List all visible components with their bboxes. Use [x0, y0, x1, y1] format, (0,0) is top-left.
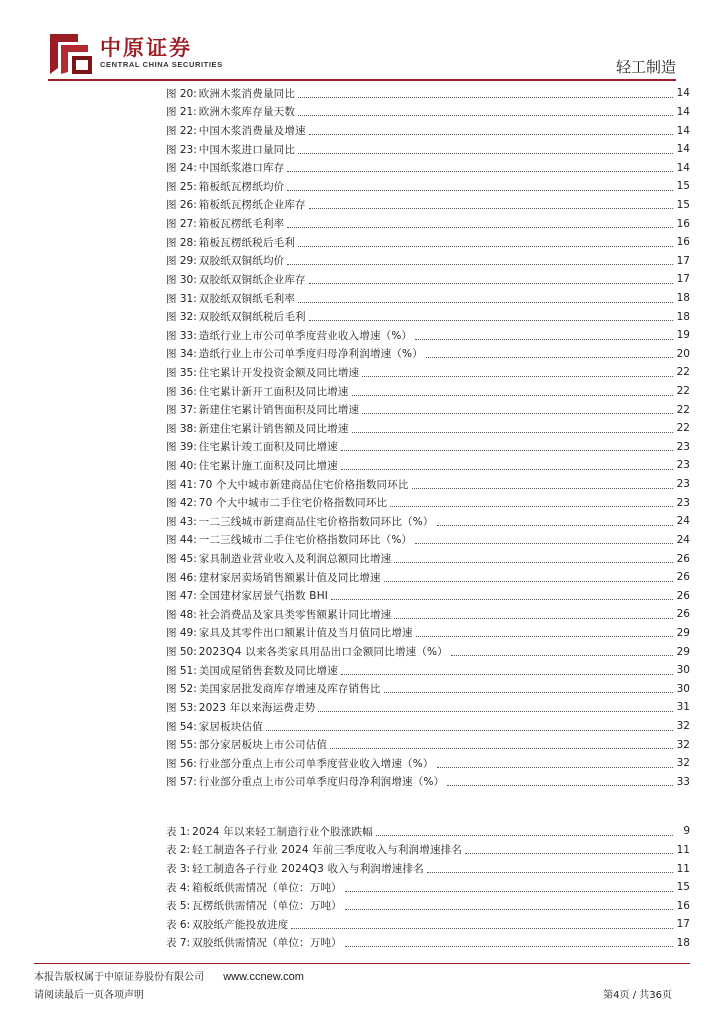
toc-entry-label: 图 26: [166, 199, 197, 212]
toc-entry-label: 图 51: [166, 664, 197, 677]
toc-entry-title: 造纸行业上市公司单季度归母净利润增速（%） [198, 348, 423, 361]
figure-toc-entry[interactable] [166, 214, 690, 233]
toc-entry-page: 14 [676, 124, 690, 137]
toc-entry-label: 表 1: [166, 825, 191, 838]
toc-entry-title: 2023 年以来海运费走势 [198, 701, 316, 714]
toc-entry-title: 住宅累计竣工面积及同比增速 [198, 441, 338, 454]
toc-entry-page: 16 [676, 217, 690, 230]
toc-entry-page: 31 [676, 701, 690, 714]
toc-entry-label: 图 57: [166, 776, 197, 789]
toc-entry-title: 新建住宅累计销售额及同比增速 [198, 422, 349, 435]
toc-entry-title: 家具制造业营业收入及利润总额同比增速 [198, 553, 392, 566]
company-logo-icon [48, 32, 94, 76]
dot-leader [352, 395, 673, 396]
dot-leader [415, 339, 673, 340]
toc-entry-label: 图 27: [166, 218, 197, 231]
toc-entry-page: 14 [676, 161, 690, 174]
toc-entry-page: 11 [676, 862, 690, 875]
toc-entry-label: 图 55: [166, 739, 197, 752]
figure-toc-entry[interactable] [166, 512, 690, 531]
toc-entry-title: 住宅累计开发投资金额及同比增速 [198, 366, 360, 379]
toc-entry-page: 33 [676, 775, 690, 788]
dot-leader [412, 488, 673, 489]
figure-toc-entry[interactable] [166, 289, 690, 308]
toc-entry-page: 29 [676, 645, 690, 658]
figure-toc-entry[interactable] [166, 531, 690, 550]
figure-toc-entry[interactable] [166, 438, 690, 457]
figure-toc-entry[interactable] [166, 624, 690, 643]
toc-entry-page: 17 [676, 254, 690, 267]
dot-leader [341, 450, 673, 451]
dot-leader [298, 153, 673, 154]
dot-leader [437, 525, 673, 526]
toc-entry-page: 9 [683, 825, 690, 838]
dot-leader [390, 506, 673, 507]
figure-toc-entry[interactable] [166, 568, 690, 587]
toc-entry-title: 轻工制造各子行业 2024 年前三季度收入与利润增速排名 [192, 844, 463, 857]
figure-toc-entry[interactable] [166, 735, 690, 754]
dot-leader [376, 835, 673, 836]
toc-entry-page: 11 [676, 843, 690, 856]
table-toc-entry[interactable] [166, 915, 690, 934]
page-header [48, 32, 676, 78]
dot-leader [287, 227, 673, 228]
dot-leader [352, 432, 673, 433]
table-toc-entry[interactable] [166, 878, 690, 897]
toc-entry-title: 一二三线城市新建商品住宅价格指数同环比（%） [198, 515, 434, 528]
figure-toc-entry[interactable] [166, 345, 690, 364]
dot-leader [309, 320, 673, 321]
table-toc [166, 822, 690, 952]
toc-entry-label: 图 28: [166, 236, 197, 249]
toc-entry-title: 瓦楞纸供需情况（单位：万吨） [192, 900, 342, 913]
toc-entry-title: 箱板瓦楞纸税后毛利 [198, 236, 296, 249]
toc-entry-page: 26 [676, 552, 690, 565]
copyright-text: 本报告版权属于中原证券股份有限公司 [34, 972, 204, 983]
dot-leader [330, 748, 673, 749]
figure-toc [166, 84, 690, 791]
table-toc-entry[interactable] [166, 896, 690, 915]
dot-leader [362, 413, 673, 414]
toc-entry-page: 22 [676, 422, 690, 435]
toc-entry-page: 32 [676, 720, 690, 733]
figure-toc-entry[interactable] [166, 84, 690, 103]
toc-entry-title: 2024 年以来轻工制造行业个股涨跌幅 [192, 825, 373, 838]
toc-entry-page: 30 [676, 682, 690, 695]
logo-text-en: CENTRAL CHINA SECURITIES [100, 60, 223, 69]
toc-entry-title: 箱板瓦楞纸毛利率 [198, 218, 285, 231]
toc-entry-page: 29 [676, 626, 690, 639]
toc-entry-page: 20 [676, 347, 690, 360]
toc-entry-title: 全国建材家居景气指数 BHI [198, 590, 329, 603]
figure-toc-entry[interactable] [166, 400, 690, 419]
toc-entry-label: 图 50: [166, 646, 197, 659]
dot-leader [465, 853, 673, 854]
toc-entry-label: 图 53: [166, 701, 197, 714]
toc-entry-label: 图 20: [166, 87, 197, 100]
figure-toc-entry[interactable] [166, 103, 690, 122]
toc-entry-page: 32 [676, 757, 690, 770]
toc-entry-page: 18 [676, 292, 690, 304]
toc-entry-title: 中国木浆进口量同比 [198, 143, 296, 156]
toc-entry-page: 15 [676, 881, 690, 894]
toc-entry-label: 表 4: [166, 881, 191, 894]
toc-entry-page: 14 [676, 143, 690, 156]
toc-entry-title: 中国纸浆港口库存 [198, 162, 285, 175]
dot-leader [415, 543, 673, 544]
toc-entry-title: 双胶纸双铜纸均价 [198, 255, 285, 268]
figure-toc-entry[interactable] [166, 605, 690, 624]
toc-entry-page: 23 [676, 459, 690, 472]
dot-leader [318, 711, 673, 712]
toc-entry-page: 23 [676, 440, 690, 453]
dot-leader [298, 302, 673, 303]
toc-entry-title: 2023Q4 以来各类家具用品出口金额同比增速（%） [198, 646, 448, 659]
dot-leader [451, 655, 673, 656]
dot-leader [345, 946, 673, 947]
toc-entry-title: 箱板纸瓦楞纸均价 [198, 180, 285, 193]
toc-entry-page: 26 [676, 589, 690, 602]
dot-leader [341, 674, 673, 675]
figure-toc-entry[interactable] [166, 661, 690, 680]
toc-entry-page: 24 [676, 533, 690, 546]
toc-entry-page: 19 [676, 329, 690, 342]
dot-leader [298, 115, 673, 116]
figure-toc-entry[interactable] [166, 419, 690, 438]
dot-leader [287, 171, 673, 172]
toc-entry-title: 欧洲木浆消费量同比 [198, 87, 296, 100]
toc-entry-title: 行业部分重点上市公司单季度归母净利润增速（%） [198, 776, 445, 789]
toc-entry-label: 图 34: [166, 348, 197, 361]
toc-entry-label: 图 30: [166, 273, 197, 286]
toc-entry-label: 图 45: [166, 553, 197, 566]
figure-toc-entry[interactable] [166, 698, 690, 717]
toc-entry-label: 表 3: [166, 863, 191, 876]
figure-toc-entry[interactable] [166, 140, 690, 159]
toc-entry-page: 18 [676, 936, 690, 949]
toc-entry-label: 图 25: [166, 180, 197, 193]
toc-entry-label: 表 5: [166, 900, 191, 913]
toc-entry-title: 欧洲木浆库存量天数 [198, 106, 296, 119]
toc-entry-page: 23 [676, 496, 690, 509]
toc-entry-title: 双胶纸双铜纸税后毛利 [198, 311, 306, 324]
toc-entry-page: 17 [676, 918, 690, 931]
dot-leader [384, 581, 673, 582]
dot-leader [309, 134, 673, 135]
toc-entry-title: 中国木浆消费量及增速 [198, 125, 306, 138]
toc-entry-title: 住宅累计施工面积及同比增速 [198, 459, 338, 472]
dot-leader [309, 208, 673, 209]
website-link[interactable]: www.ccnew.com [223, 971, 304, 983]
toc-entry-title: 70 个大中城市二手住宅价格指数同环比 [198, 497, 388, 510]
dot-leader [287, 190, 673, 191]
toc-entry-title: 70 个大中城市新建商品住宅价格指数同环比 [198, 478, 409, 491]
figure-toc-entry[interactable] [166, 158, 690, 177]
toc-entry-page: 23 [676, 478, 690, 491]
toc-entry-page: 14 [676, 105, 690, 118]
toc-entry-page: 14 [676, 87, 690, 100]
toc-entry-label: 图 47: [166, 590, 197, 603]
toc-entry-title: 新建住宅累计销售面积及同比增速 [198, 404, 360, 417]
toc-entry-title: 双胶纸供需情况（单位：万吨） [192, 937, 342, 950]
toc-entry-title: 箱板纸供需情况（单位：万吨） [192, 881, 342, 894]
toc-entry-title: 部分家居板块上市公司估值 [198, 739, 328, 752]
toc-entry-page: 22 [676, 366, 690, 379]
toc-entry-label: 表 7: [166, 937, 191, 950]
toc-entry-label: 图 49: [166, 627, 197, 640]
table-toc-entry[interactable] [166, 859, 690, 878]
figure-toc-entry[interactable] [166, 586, 690, 605]
toc-entry-page: 26 [676, 571, 690, 584]
figure-toc-entry[interactable] [166, 177, 690, 196]
toc-entry-title: 社会消费品及家具类零售额累计同比增速 [198, 608, 392, 621]
figure-toc-entry[interactable] [166, 717, 690, 736]
toc-entry-page: 17 [676, 273, 690, 286]
figure-toc-entry[interactable] [166, 363, 690, 382]
dot-leader [266, 730, 673, 731]
figure-toc-entry[interactable] [166, 326, 690, 345]
toc-entry-label: 图 21: [166, 106, 197, 119]
toc-entry-page: 16 [676, 899, 690, 912]
dot-leader [362, 376, 673, 377]
toc-entry-label: 图 44: [166, 534, 197, 547]
logo-text-cn: 中原证券 [100, 35, 192, 60]
figure-toc-entry[interactable] [166, 493, 690, 512]
toc-entry-title: 一二三线城市二手住宅价格指数同环比（%） [198, 534, 413, 547]
toc-entry-title: 轻工制造各子行业 2024Q3 收入与利润增速排名 [192, 863, 424, 876]
figure-toc-entry[interactable] [166, 549, 690, 568]
toc-entry-label: 表 6: [166, 918, 191, 931]
figure-toc-entry[interactable] [166, 307, 690, 326]
toc-entry-title: 家居板块估值 [198, 720, 263, 733]
figure-toc-entry[interactable] [166, 456, 690, 475]
figure-toc-entry[interactable] [166, 754, 690, 773]
footer-disclaimer: 请阅读最后一页各项声明 [34, 990, 144, 1001]
dot-leader [437, 767, 673, 768]
dot-leader [427, 872, 673, 873]
toc-entry-label: 图 29: [166, 255, 197, 268]
toc-entry-page: 32 [676, 738, 690, 751]
figure-toc-entry[interactable] [166, 270, 690, 289]
toc-entry-label: 图 52: [166, 683, 197, 696]
toc-entry-label: 图 32: [166, 311, 197, 324]
toc-entry-title: 美国家居批发商库存增速及库存销售比 [198, 683, 381, 696]
dot-leader [426, 357, 673, 358]
figure-toc-entry[interactable] [166, 382, 690, 401]
toc-entry-page: 22 [676, 403, 690, 416]
toc-entry-label: 图 56: [166, 757, 197, 770]
dot-leader [309, 283, 673, 284]
table-toc-entry[interactable] [166, 934, 690, 953]
dot-leader [298, 97, 673, 98]
toc-entry-label: 图 43: [166, 515, 197, 528]
figure-toc-entry[interactable] [166, 773, 690, 792]
toc-entry-label: 图 38: [166, 422, 197, 435]
dot-leader [345, 891, 673, 892]
toc-entry-label: 图 23: [166, 143, 197, 156]
toc-entry-label: 图 36: [166, 385, 197, 398]
footer-copyright [34, 968, 304, 983]
page-number: 第4页 / 共36页 [603, 990, 672, 1001]
toc-entry-label: 图 39: [166, 441, 197, 454]
toc-entry-page: 18 [676, 310, 690, 323]
toc-entry-title: 美国成屋销售套数及同比增速 [198, 664, 338, 677]
toc-entry-label: 图 24: [166, 162, 197, 175]
figure-toc-entry[interactable] [166, 121, 690, 140]
toc-entry-page: 26 [676, 608, 690, 621]
figure-toc-entry[interactable] [166, 251, 690, 270]
figure-toc-entry[interactable] [166, 475, 690, 494]
toc-entry-label: 图 41: [166, 478, 197, 491]
dot-leader [394, 562, 673, 563]
toc-entry-label: 图 48: [166, 608, 197, 621]
toc-entry-title: 双胶纸双铜纸毛利率 [198, 292, 296, 305]
toc-entry-page: 24 [676, 515, 690, 528]
toc-entry-label: 图 33: [166, 329, 197, 342]
toc-entry-label: 图 42: [166, 497, 197, 510]
toc-entry-title: 行业部分重点上市公司单季度营业收入增速（%） [198, 757, 434, 770]
toc-entry-label: 图 37: [166, 404, 197, 417]
toc-entry-title: 造纸行业上市公司单季度营业收入增速（%） [198, 329, 413, 342]
toc-entry-label: 图 54: [166, 720, 197, 733]
toc-entry-label: 图 35: [166, 366, 197, 379]
dot-leader [384, 692, 673, 693]
dot-leader [291, 928, 673, 929]
table-toc-entry[interactable] [166, 822, 690, 841]
toc-entry-title: 家具及其零件出口额累计值及当月值同比增速 [198, 627, 413, 640]
dot-leader [287, 264, 673, 265]
toc-entry-label: 图 46: [166, 571, 197, 584]
dot-leader [298, 246, 673, 247]
toc-entry-title: 住宅累计新开工面积及同比增速 [198, 385, 349, 398]
table-toc-entry[interactable] [166, 841, 690, 860]
dot-leader [331, 599, 673, 600]
toc-entry-label: 表 2: [166, 844, 191, 857]
header-divider [48, 79, 676, 81]
toc-entry-page: 30 [676, 664, 690, 677]
figure-toc-entry[interactable] [166, 642, 690, 661]
figure-toc-entry[interactable] [166, 233, 690, 252]
toc-entry-page: 15 [676, 180, 690, 193]
dot-leader [341, 469, 673, 470]
toc-entry-label: 图 40: [166, 459, 197, 472]
dot-leader [345, 909, 673, 910]
footer-divider [34, 963, 690, 964]
toc-entry-title: 箱板纸瓦楞纸企业库存 [198, 199, 306, 212]
toc-entry-title: 双胶纸双铜纸企业库存 [198, 273, 306, 286]
toc-entry-page: 15 [676, 198, 690, 211]
toc-entry-label: 图 31: [166, 292, 197, 305]
figure-toc-entry[interactable] [166, 680, 690, 699]
figure-toc-entry[interactable] [166, 196, 690, 215]
toc-entry-page: 16 [676, 236, 690, 249]
dot-leader [394, 618, 673, 619]
toc-entry-title: 建材家居卖场销售额累计值及同比增速 [198, 571, 381, 584]
toc-entry-label: 图 22: [166, 125, 197, 138]
section-title: 轻工制造 [615, 58, 676, 76]
dot-leader [416, 636, 673, 637]
dot-leader [447, 785, 673, 786]
toc-entry-page: 22 [676, 385, 690, 398]
toc-entry-title: 双胶纸产能投放进度 [192, 918, 289, 931]
